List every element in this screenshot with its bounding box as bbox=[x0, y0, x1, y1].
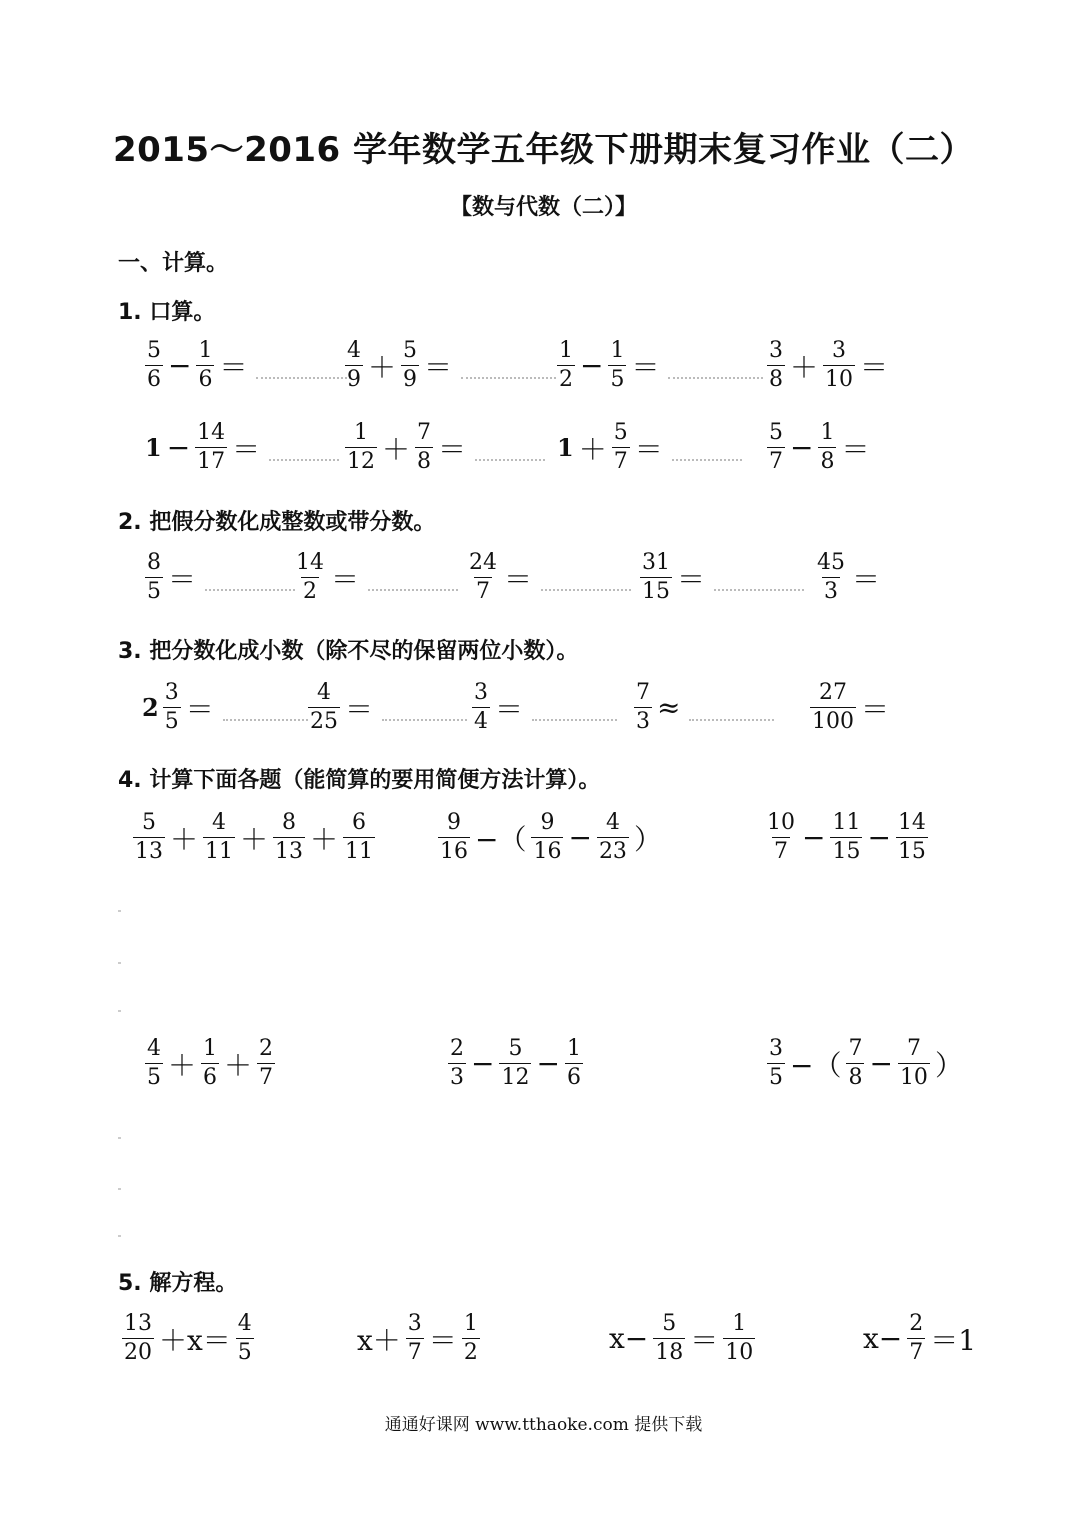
fraction bbox=[133, 812, 165, 863]
fraction bbox=[634, 682, 652, 733]
page-title: 2015～2016 学年数学五年级下册期末复习作业（二） bbox=[112, 130, 975, 170]
numerator: 3 bbox=[407, 1311, 422, 1336]
equals-sign: ＝ bbox=[232, 432, 261, 466]
denominator: 10 bbox=[825, 367, 854, 392]
numerator: 1 bbox=[203, 1036, 218, 1061]
fraction bbox=[767, 340, 785, 391]
fraction bbox=[896, 812, 928, 863]
denominator: 9 bbox=[347, 367, 361, 392]
equals-sign: ＝ bbox=[634, 432, 663, 466]
denominator: 12 bbox=[347, 449, 375, 474]
numerator: 4 bbox=[147, 1036, 161, 1061]
fraction bbox=[401, 340, 419, 391]
denominator: 7 bbox=[407, 1340, 422, 1365]
equals-sign: ＝ bbox=[861, 692, 890, 726]
operator: ＝ bbox=[690, 1323, 719, 1357]
numerator: 9 bbox=[540, 810, 555, 835]
numerator: 31 bbox=[642, 550, 670, 575]
operator: ＋ bbox=[382, 432, 411, 466]
operator: ＋ bbox=[578, 432, 607, 466]
footer-text: 通通好课网 www.tthaoke.com 提供下载 bbox=[384, 1415, 703, 1435]
numerator: 7 bbox=[636, 680, 650, 705]
denominator: 7 bbox=[259, 1065, 274, 1090]
question-2-label: 2. 把假分数化成整数或带分数。 bbox=[118, 510, 436, 535]
fraction bbox=[830, 812, 862, 863]
denominator: 7 bbox=[909, 1340, 924, 1365]
operator: − bbox=[536, 1047, 560, 1080]
denominator: 5 bbox=[610, 367, 625, 392]
operator: − bbox=[869, 1047, 893, 1080]
fraction bbox=[236, 1313, 254, 1364]
fraction bbox=[201, 1038, 219, 1089]
denominator: 16 bbox=[440, 839, 468, 864]
question-4-label: 4. 计算下面各题（能简算的要用简便方法计算）。 bbox=[118, 768, 601, 793]
whole-number: 1 bbox=[145, 433, 162, 462]
expression bbox=[143, 422, 339, 473]
operator: ＝ bbox=[428, 1323, 457, 1357]
equals-sign: ≈ bbox=[657, 691, 681, 724]
operator: − bbox=[790, 431, 814, 464]
scan-mark bbox=[118, 962, 121, 964]
fraction bbox=[203, 812, 235, 863]
answer-blank bbox=[475, 458, 545, 461]
scan-mark bbox=[118, 910, 121, 912]
denominator: 6 bbox=[203, 1065, 218, 1090]
denominator: 8 bbox=[820, 449, 835, 474]
numerator: 4 bbox=[605, 810, 620, 835]
question-5-label: 5. 解方程。 bbox=[118, 1271, 238, 1296]
fraction bbox=[767, 1038, 785, 1089]
numerator: 4 bbox=[347, 338, 361, 363]
operator: ） bbox=[633, 822, 662, 856]
numerator: 6 bbox=[352, 810, 367, 835]
fraction bbox=[438, 812, 470, 863]
expression bbox=[143, 1038, 277, 1089]
expression bbox=[120, 1313, 256, 1364]
expression bbox=[143, 552, 295, 603]
operator: − bbox=[802, 821, 826, 854]
numerator: 7 bbox=[906, 1036, 921, 1061]
denominator: 20 bbox=[124, 1340, 152, 1365]
operator: − bbox=[168, 349, 192, 382]
expression bbox=[555, 340, 763, 391]
numerator: 14 bbox=[897, 810, 926, 835]
numerator: 5 bbox=[613, 420, 628, 445]
fraction bbox=[196, 340, 214, 391]
numerator: 4 bbox=[317, 680, 331, 705]
denominator: 8 bbox=[417, 449, 432, 474]
scan-mark bbox=[118, 1010, 121, 1012]
equals-sign: ＝ bbox=[504, 562, 533, 596]
equals-sign: ＝ bbox=[424, 350, 453, 384]
denominator: 11 bbox=[205, 839, 234, 864]
answer-blank bbox=[205, 588, 295, 591]
expression bbox=[765, 340, 891, 391]
fraction bbox=[472, 682, 490, 733]
fraction bbox=[406, 1313, 424, 1364]
fraction bbox=[767, 422, 785, 473]
denominator: 4 bbox=[474, 709, 488, 734]
equals-sign: ＝ bbox=[631, 350, 660, 384]
equals-sign: ＝ bbox=[219, 350, 248, 384]
fraction bbox=[345, 340, 363, 391]
page-subtitle: 【数与代数（二）】 bbox=[449, 195, 637, 220]
denominator: 13 bbox=[135, 839, 163, 864]
fraction bbox=[597, 812, 629, 863]
fraction bbox=[723, 1313, 755, 1364]
expression bbox=[638, 552, 804, 603]
expression bbox=[765, 1038, 966, 1089]
section-heading: 一、计算。 bbox=[118, 251, 229, 276]
fraction bbox=[343, 812, 375, 863]
denominator: 10 bbox=[725, 1340, 754, 1365]
equals-sign: ＝ bbox=[677, 562, 706, 596]
fraction bbox=[612, 422, 630, 473]
expression bbox=[808, 682, 892, 733]
numerator: 8 bbox=[282, 810, 297, 835]
numerator: 1 bbox=[820, 420, 835, 445]
operator: ＋ bbox=[368, 350, 397, 384]
denominator: 2 bbox=[559, 367, 573, 392]
denominator: 6 bbox=[566, 1065, 581, 1090]
fraction bbox=[565, 1038, 583, 1089]
equals-sign: ＝ bbox=[852, 562, 881, 596]
scan-mark bbox=[118, 1137, 121, 1139]
numerator: 7 bbox=[848, 1036, 863, 1061]
operator: x− bbox=[609, 1322, 649, 1355]
answer-blank bbox=[689, 718, 774, 721]
denominator: 9 bbox=[403, 367, 418, 392]
denominator: 12 bbox=[501, 1065, 530, 1090]
denominator: 3 bbox=[636, 709, 650, 734]
denominator: 2 bbox=[303, 579, 317, 604]
fraction bbox=[640, 552, 672, 603]
expression bbox=[143, 340, 351, 391]
fraction bbox=[818, 422, 836, 473]
answer-blank bbox=[532, 718, 617, 721]
question-1-label: 1. 口算。 bbox=[118, 300, 216, 325]
equals-sign: ＝ bbox=[331, 562, 360, 596]
denominator: 6 bbox=[147, 367, 161, 392]
equals-sign: ＝ bbox=[438, 432, 467, 466]
scan-mark bbox=[118, 1188, 121, 1190]
expression bbox=[354, 1313, 482, 1364]
denominator: 17 bbox=[197, 449, 226, 474]
denominator: 15 bbox=[642, 579, 670, 604]
operator: ） bbox=[934, 1048, 963, 1082]
numerator: 3 bbox=[769, 1036, 783, 1061]
operator: ＋ bbox=[168, 1048, 197, 1082]
operator: − bbox=[166, 431, 191, 464]
fraction bbox=[273, 812, 305, 863]
denominator: 15 bbox=[897, 839, 926, 864]
expression bbox=[343, 422, 545, 473]
denominator: 25 bbox=[310, 709, 338, 734]
scan-mark bbox=[118, 1235, 121, 1237]
expression bbox=[606, 1313, 757, 1364]
expression bbox=[632, 682, 774, 733]
operator: − bbox=[580, 349, 604, 382]
fraction bbox=[145, 552, 163, 603]
denominator: 18 bbox=[655, 1340, 684, 1365]
denominator: 5 bbox=[769, 1065, 783, 1090]
fraction bbox=[448, 1038, 466, 1089]
fraction bbox=[765, 812, 797, 863]
answer-blank bbox=[256, 376, 351, 379]
denominator: 16 bbox=[533, 839, 562, 864]
numerator: 27 bbox=[819, 680, 847, 705]
operator: x− bbox=[863, 1322, 903, 1355]
numerator: 45 bbox=[817, 550, 845, 575]
answer-blank bbox=[368, 588, 458, 591]
equals-sign: ＝ bbox=[185, 692, 214, 726]
denominator: 7 bbox=[476, 579, 490, 604]
fraction bbox=[308, 682, 340, 733]
numerator: 7 bbox=[417, 420, 432, 445]
denominator: 2 bbox=[463, 1340, 478, 1365]
operator: ＋ bbox=[224, 1048, 253, 1082]
numerator: 2 bbox=[450, 1036, 464, 1061]
fraction bbox=[810, 682, 856, 733]
expression bbox=[292, 552, 458, 603]
numerator: 24 bbox=[469, 550, 497, 575]
answer-blank bbox=[223, 718, 308, 721]
numerator: 5 bbox=[769, 420, 783, 445]
numerator: 1 bbox=[198, 338, 213, 363]
denominator: 8 bbox=[769, 367, 783, 392]
denominator: 5 bbox=[147, 579, 161, 604]
denominator: 7 bbox=[613, 449, 628, 474]
denominator: 15 bbox=[832, 839, 861, 864]
numerator: 1 bbox=[463, 1311, 478, 1336]
numerator: 14 bbox=[197, 420, 226, 445]
equals-sign: ＝ bbox=[860, 350, 889, 384]
equals-sign: ＝ bbox=[841, 432, 870, 466]
numerator: 5 bbox=[403, 338, 418, 363]
numerator: 1 bbox=[559, 338, 573, 363]
numerator: 14 bbox=[296, 550, 324, 575]
fraction bbox=[467, 552, 499, 603]
whole-number: 2 bbox=[142, 693, 159, 722]
numerator: 8 bbox=[147, 550, 161, 575]
expression bbox=[306, 682, 467, 733]
fraction bbox=[122, 1313, 154, 1364]
denominator: 100 bbox=[812, 709, 854, 734]
fraction bbox=[195, 422, 227, 473]
numerator: 11 bbox=[832, 810, 861, 835]
numerator: 3 bbox=[769, 338, 783, 363]
operator: ＋ bbox=[240, 822, 269, 856]
expression bbox=[436, 812, 665, 863]
answer-blank bbox=[269, 458, 339, 461]
numerator: 5 bbox=[508, 1036, 523, 1061]
operator: ＋ bbox=[170, 822, 199, 856]
denominator: 5 bbox=[237, 1340, 252, 1365]
operator: − bbox=[471, 1047, 495, 1080]
fraction bbox=[462, 1313, 480, 1364]
fraction bbox=[898, 1038, 930, 1089]
numerator: 5 bbox=[147, 338, 161, 363]
numerator: 5 bbox=[662, 1311, 677, 1336]
expression bbox=[763, 812, 930, 863]
operator: ＋ bbox=[310, 822, 339, 856]
denominator: 3 bbox=[824, 579, 838, 604]
expression bbox=[465, 552, 631, 603]
fraction bbox=[907, 1313, 925, 1364]
fraction bbox=[499, 1038, 531, 1089]
answer-blank bbox=[714, 588, 804, 591]
operator: −（ bbox=[790, 1048, 842, 1082]
fraction bbox=[145, 1038, 163, 1089]
expression bbox=[131, 812, 377, 863]
denominator: 23 bbox=[598, 839, 627, 864]
numerator: 2 bbox=[909, 1311, 924, 1336]
fraction bbox=[163, 682, 181, 733]
equals-sign: ＝ bbox=[168, 562, 197, 596]
expression bbox=[765, 422, 872, 473]
fraction bbox=[823, 340, 855, 391]
fraction bbox=[815, 552, 847, 603]
fraction bbox=[345, 422, 377, 473]
expression bbox=[470, 682, 617, 733]
answer-blank bbox=[668, 376, 763, 379]
denominator: 6 bbox=[198, 367, 213, 392]
expression bbox=[140, 682, 308, 733]
answer-blank bbox=[461, 376, 556, 379]
operator: x＋ bbox=[357, 1323, 401, 1357]
expression bbox=[446, 1038, 585, 1089]
expression bbox=[860, 1313, 979, 1364]
fraction bbox=[608, 340, 626, 391]
fraction bbox=[294, 552, 326, 603]
operator: ＋ bbox=[790, 350, 819, 384]
denominator: 7 bbox=[769, 449, 783, 474]
numerator: 13 bbox=[124, 1311, 152, 1336]
numerator: 1 bbox=[566, 1036, 581, 1061]
numerator: 2 bbox=[259, 1036, 274, 1061]
fraction bbox=[531, 812, 563, 863]
numerator: 1 bbox=[354, 420, 368, 445]
denominator: 3 bbox=[450, 1065, 464, 1090]
numerator: 9 bbox=[447, 810, 461, 835]
numerator: 1 bbox=[732, 1311, 747, 1336]
fraction bbox=[145, 340, 163, 391]
fraction bbox=[557, 340, 575, 391]
fraction bbox=[415, 422, 433, 473]
fraction bbox=[846, 1038, 864, 1089]
answer-blank bbox=[672, 458, 742, 461]
operator: ＋x＝ bbox=[159, 1323, 231, 1357]
whole-number: 1 bbox=[557, 433, 574, 462]
numerator: 1 bbox=[610, 338, 625, 363]
numerator: 3 bbox=[164, 680, 179, 705]
numerator: 4 bbox=[237, 1311, 252, 1336]
operator: ＝1 bbox=[930, 1323, 977, 1357]
denominator: 7 bbox=[774, 839, 788, 864]
expression bbox=[813, 552, 883, 603]
answer-blank bbox=[541, 588, 631, 591]
numerator: 3 bbox=[832, 338, 847, 363]
operator: −（ bbox=[475, 822, 527, 856]
operator: − bbox=[867, 821, 891, 854]
denominator: 11 bbox=[345, 839, 374, 864]
fraction bbox=[257, 1038, 275, 1089]
answer-blank bbox=[382, 718, 467, 721]
numerator: 10 bbox=[767, 810, 795, 835]
expression bbox=[555, 422, 742, 473]
denominator: 13 bbox=[275, 839, 304, 864]
denominator: 10 bbox=[899, 1065, 928, 1090]
denominator: 8 bbox=[848, 1065, 863, 1090]
equals-sign: ＝ bbox=[345, 692, 374, 726]
denominator: 5 bbox=[164, 709, 179, 734]
question-3-label: 3. 把分数化成小数（除不尽的保留两位小数）。 bbox=[118, 639, 579, 664]
equals-sign: ＝ bbox=[495, 692, 524, 726]
numerator: 3 bbox=[474, 680, 488, 705]
denominator: 5 bbox=[147, 1065, 161, 1090]
numerator: 4 bbox=[212, 810, 227, 835]
expression bbox=[343, 340, 556, 391]
numerator: 5 bbox=[142, 810, 156, 835]
fraction bbox=[653, 1313, 685, 1364]
operator: − bbox=[568, 821, 592, 854]
